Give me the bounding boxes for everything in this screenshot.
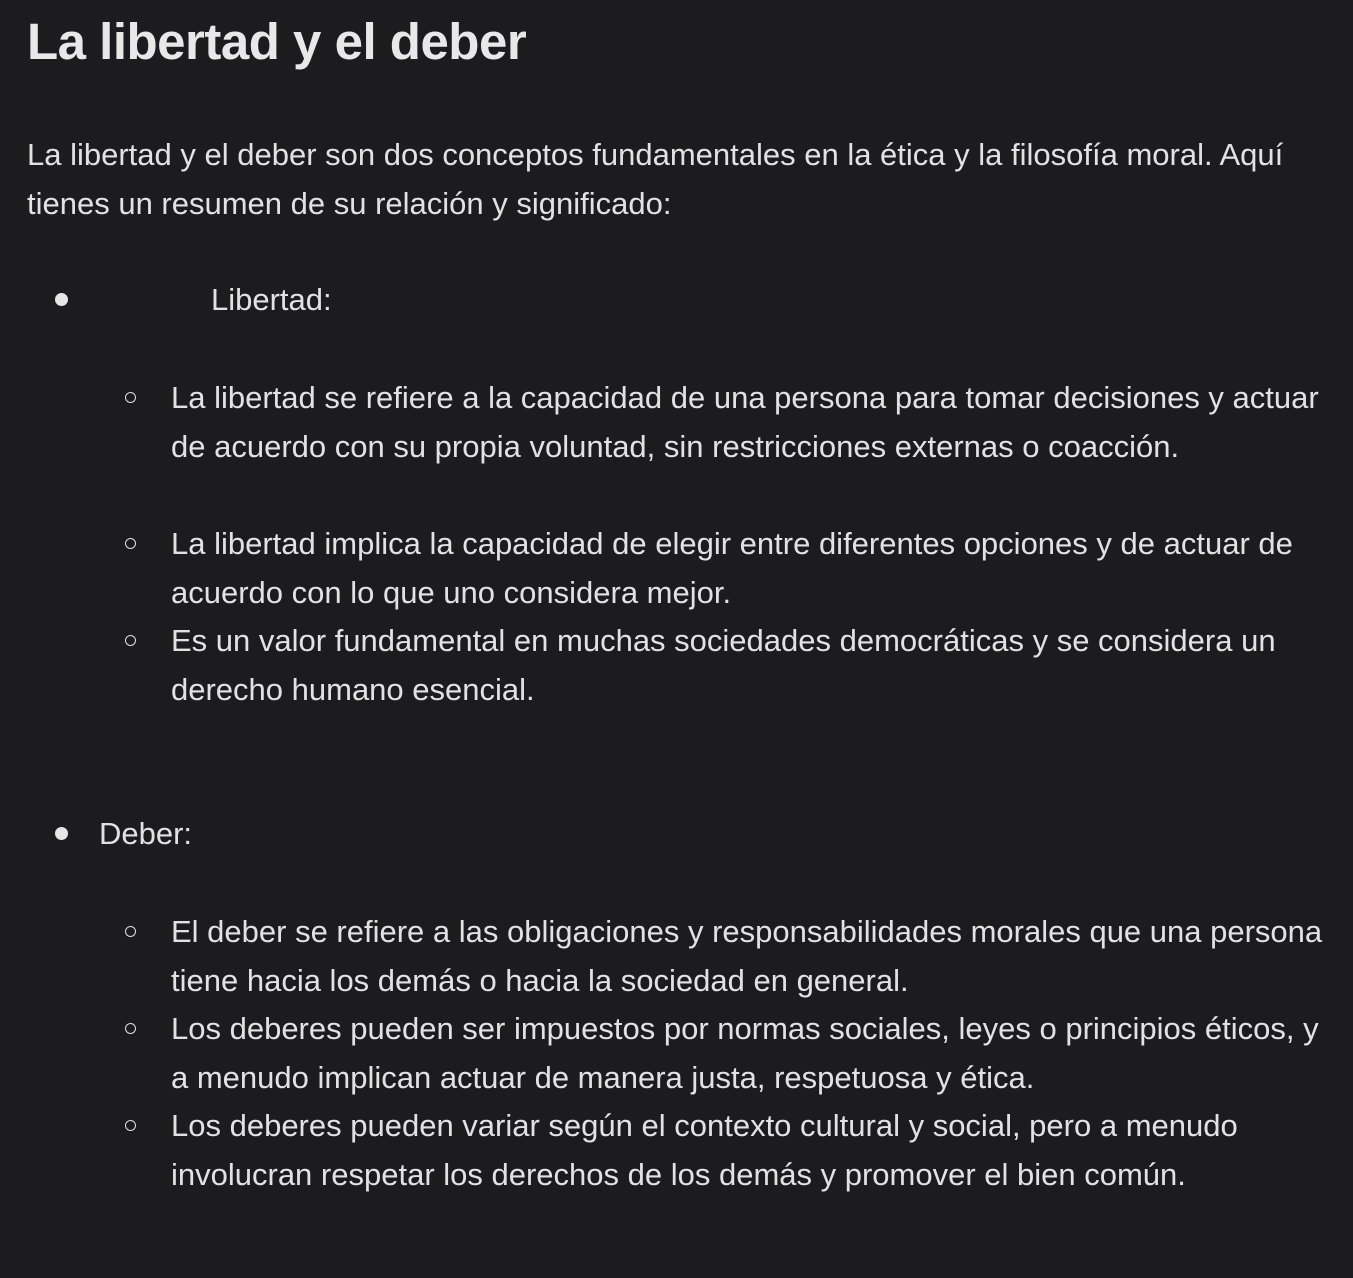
list-item <box>0 908 1353 1005</box>
section-label-deber: Deber: <box>99 816 193 851</box>
list-item <box>0 1005 1353 1102</box>
list-item-text: Los deberes pueden variar según el contexto cultural y social, pero a menudo involucran respetar los derechos de los demás y promover el bien común. <box>171 1108 1238 1192</box>
list-item <box>0 1102 1353 1248</box>
sub-bullet-icon <box>125 635 136 646</box>
list-item <box>0 617 1353 714</box>
sub-bullet-icon <box>125 1023 136 1034</box>
list-item <box>0 520 1353 617</box>
sub-bullet-icon <box>125 392 136 403</box>
sub-bullet-icon <box>125 1120 136 1131</box>
list-item-text: El deber se refiere a las obligaciones y responsabilidades morales que una persona tiene hacia los demás o hacia la sociedad en general. <box>171 914 1323 998</box>
section-deber <box>0 810 1353 858</box>
page-title: La libertad y el deber <box>27 13 527 70</box>
list-item-text: La libertad implica la capacidad de elegir entre diferentes opciones y de actuar de acuerdo con lo que uno considera mejor. <box>171 526 1293 610</box>
list-item-text: Los deberes pueden ser impuestos por normas sociales, leyes o principios éticos, y a menudo implican actuar de manera justa, respetuosa y ética. <box>171 1011 1319 1095</box>
list-item-text: Es un valor fundamental en muchas sociedades democráticas y se considera un derecho humano esencial. <box>171 623 1276 707</box>
bullet-icon <box>55 827 68 840</box>
intro-paragraph: La libertad y el deber son dos conceptos fundamentales en la ética y la filosofía moral. Aquí tienes un resumen de su relación y significado: <box>27 137 1284 221</box>
section-libertad <box>0 276 1353 324</box>
section-label-libertad: Libertad: <box>211 282 332 317</box>
list-item-text: La libertad se refiere a la capacidad de una persona para tomar decisiones y actuar de acuerdo con su propia voluntad, sin restricciones externas o coacción. <box>171 380 1319 464</box>
bullet-icon <box>55 293 68 306</box>
list-item <box>0 374 1353 520</box>
sub-bullet-icon <box>125 538 136 549</box>
sub-bullet-icon <box>125 926 136 937</box>
